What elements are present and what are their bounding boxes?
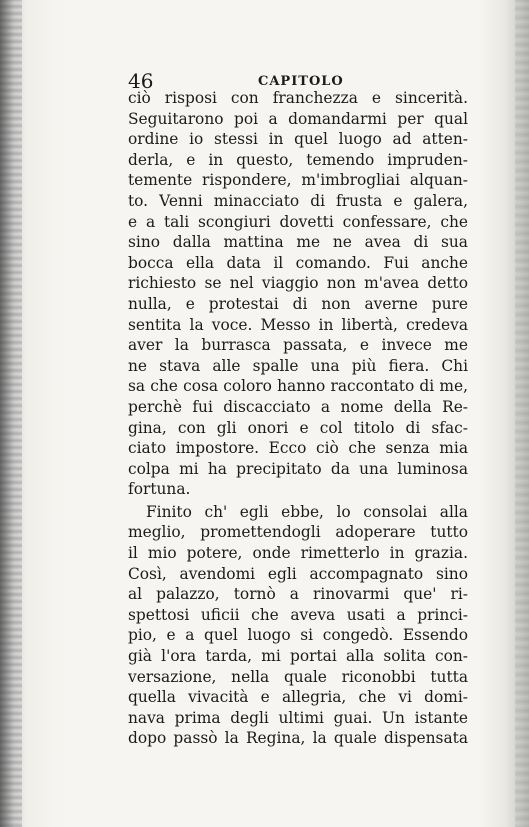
text-line: sino dalla mattina me ne avea di sua [128, 233, 468, 252]
text-line: gina, con gli onori e col titolo di sfac- [128, 418, 468, 437]
text-line: pio, e a quel luogo si congedò. Essendo [128, 626, 468, 645]
text-line: spettosi uficii che aveva usati a princi- [128, 605, 468, 624]
text-line: ciò risposi con franchezza e sincerità. [128, 89, 468, 107]
text-line: nava prima degli ultimi guai. Un istante [128, 708, 468, 727]
running-head: CAPITOLO [258, 74, 344, 89]
text-line: derla, e in questo, temendo impruden- [128, 150, 468, 169]
paragraph [128, 88, 468, 500]
text-line: fortuna. [128, 480, 191, 499]
text-line: Seguitarono poi a domandarmi per qual [128, 109, 468, 128]
binding-shadow-left [0, 0, 22, 827]
text-line: quella vivacità e allegria, che vi domi- [128, 688, 468, 707]
text-line: to. Venni minacciato di frusta e galera, [128, 191, 468, 210]
paragraph [128, 502, 468, 749]
text-line: Così, avendomi egli accompagnato sino [128, 564, 468, 583]
text-line: meglio, promettendogli adoperare tutto [128, 523, 468, 542]
text-line: e a tali scongiuri dovetti confessare, che [128, 212, 468, 231]
page-number: 46 [128, 69, 154, 93]
text-line: ciato impostore. Ecco ciò che senza mia [128, 439, 468, 458]
text-line: già l'ora tarda, mi portai alla solita con- [128, 647, 468, 666]
text-line: perchè fui discacciato a nome della Re- [128, 397, 468, 416]
text-line: il mio potere, onde rimetterlo in grazia. [128, 544, 468, 563]
text-line: temente rispondere, m'imbrogliai alquan- [128, 171, 468, 190]
text-line: Finito ch' egli ebbe, lo consolai alla [146, 502, 468, 521]
page-edge-right [515, 0, 529, 827]
text-line: sa che cosa coloro hanno raccontato di me, [128, 377, 468, 396]
text-line: ne stava alle spalle una più fiera. Chi [128, 356, 468, 375]
text-line: colpa mi ha precipitato da una luminosa [128, 459, 468, 478]
text-line: ordine io stessi in quel luogo ad atten- [128, 130, 468, 149]
text-line: sentita la voce. Messo in libertà, credeva [128, 315, 468, 334]
text-line: versazione, nella quale riconobbi tutta [128, 667, 468, 686]
text-line: nulla, e protestai di non averne pure [128, 294, 468, 313]
text-line: aver la burrasca passata, e invece me [128, 336, 468, 355]
text-line: bocca ella data il comando. Fui anche [128, 253, 468, 272]
text-line: al palazzo, tornò a rinovarmi que' ri- [128, 585, 468, 604]
text-line: richiesto se nel viaggio non m'avea detto [128, 274, 468, 293]
body-text [128, 88, 468, 749]
text-line: dopo passò la Regina, la quale dispensata [128, 729, 468, 748]
